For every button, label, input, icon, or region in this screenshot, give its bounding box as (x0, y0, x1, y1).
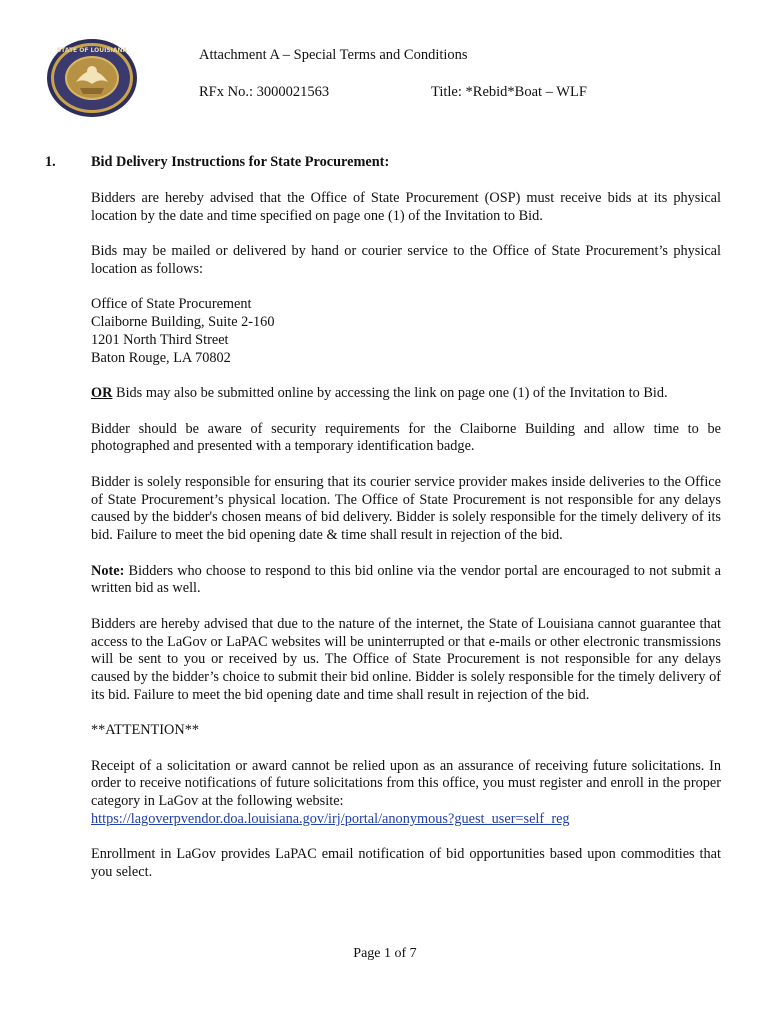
paragraph-enrollment: Enrollment in LaGov provides LaPAC email notification of bid opportunities based upon commodities that you select. (91, 846, 721, 881)
paragraph-osp-receipt: Bidders are hereby advised that the Office of State Procurement (OSP) must receive bids at its physical location by the date and time specified on page one (1) of the Invitation to Bid. (91, 190, 721, 224)
mailing-address (91, 296, 721, 367)
section-number: 1. (45, 154, 56, 170)
address-line: Baton Rouge, LA 70802 (91, 349, 231, 366)
section-body (91, 190, 721, 900)
svg-text:STATE OF LOUISIANA: STATE OF LOUISIANA (56, 47, 128, 54)
paragraph-security: Bidder should be aware of security requirements for the Claiborne Building and allow time to be photographed and presented with a temporary identification badge. (91, 420, 721, 455)
registration-text: Receipt of a solicitation or award cannot be relied upon as an assurance of receiving future solicitations. In order to receive notifications of future solicitations from this office, you must register and enroll in the proper category in LaGov at the following website: (91, 757, 721, 810)
lagov-registration-link[interactable]: https://lagoverpvendor.doa.louisiana.gov/irj/portal/anonymous?guest_user=self_reg (91, 811, 570, 828)
or-label: OR (91, 385, 113, 402)
paragraph-online-submission (91, 385, 721, 403)
page-number: Page 1 of 7 (353, 946, 417, 961)
paragraph-internet-disclaimer: Bidders are hereby advised that due to the nature of the internet, the State of Louisiana cannot guarantee that access to the LaGov or LaPAC websites will be uninterrupted or that e-mails or other electronic transmissions will be sent to you or received by us. The Office of State Procurement is not responsible for any delays caused by the bidder’s choice to submit their bid online. Bidder is solely responsible for the timely delivery of its bid. Failure to meet the bid opening date and time shall result in rejection of the bid. (91, 615, 721, 703)
paragraph-delivery-methods: Bids may be mailed or delivered by hand or courier service to the Office of State Procurement’s physical location as follows: (91, 243, 721, 277)
rfx-title: Title: *Rebid*Boat – WLF (431, 84, 587, 100)
attachment-title: Attachment A – Special Terms and Conditions (199, 47, 468, 63)
note-text: Bidders who choose to respond to this bid online via the vendor portal are encouraged to not submit a written bid as well. (91, 562, 721, 597)
section-heading: Bid Delivery Instructions for State Procurement: (91, 154, 390, 170)
address-line: Claiborne Building, Suite 2-160 (91, 314, 275, 331)
paragraph-courier-responsibility: Bidder is solely responsible for ensuring that its courier service provider makes inside deliveries to the Office of State Procurement’s physical location. The Office of State Procurement is not responsible for any delays caused by the bidder's chosen means of bid delivery. Bidder is solely responsible for the timely delivery of its bid. Failure to meet the bid opening date & time shall result in rejection of the bid. (91, 473, 721, 544)
paragraph-note (91, 563, 721, 599)
attention-heading: **ATTENTION** (91, 722, 200, 739)
state-seal-logo (46, 38, 138, 118)
online-submission-text: Bids may also be submitted online by accessing the link on page one (1) of the Invitation to Bid. (112, 385, 668, 402)
rfx-number: RFx No.: 3000021563 (199, 84, 330, 100)
paragraph-registration (91, 758, 721, 829)
address-line: Office of State Procurement (91, 296, 252, 313)
note-label: Note: (91, 562, 125, 579)
address-line: 1201 North Third Street (91, 331, 229, 348)
